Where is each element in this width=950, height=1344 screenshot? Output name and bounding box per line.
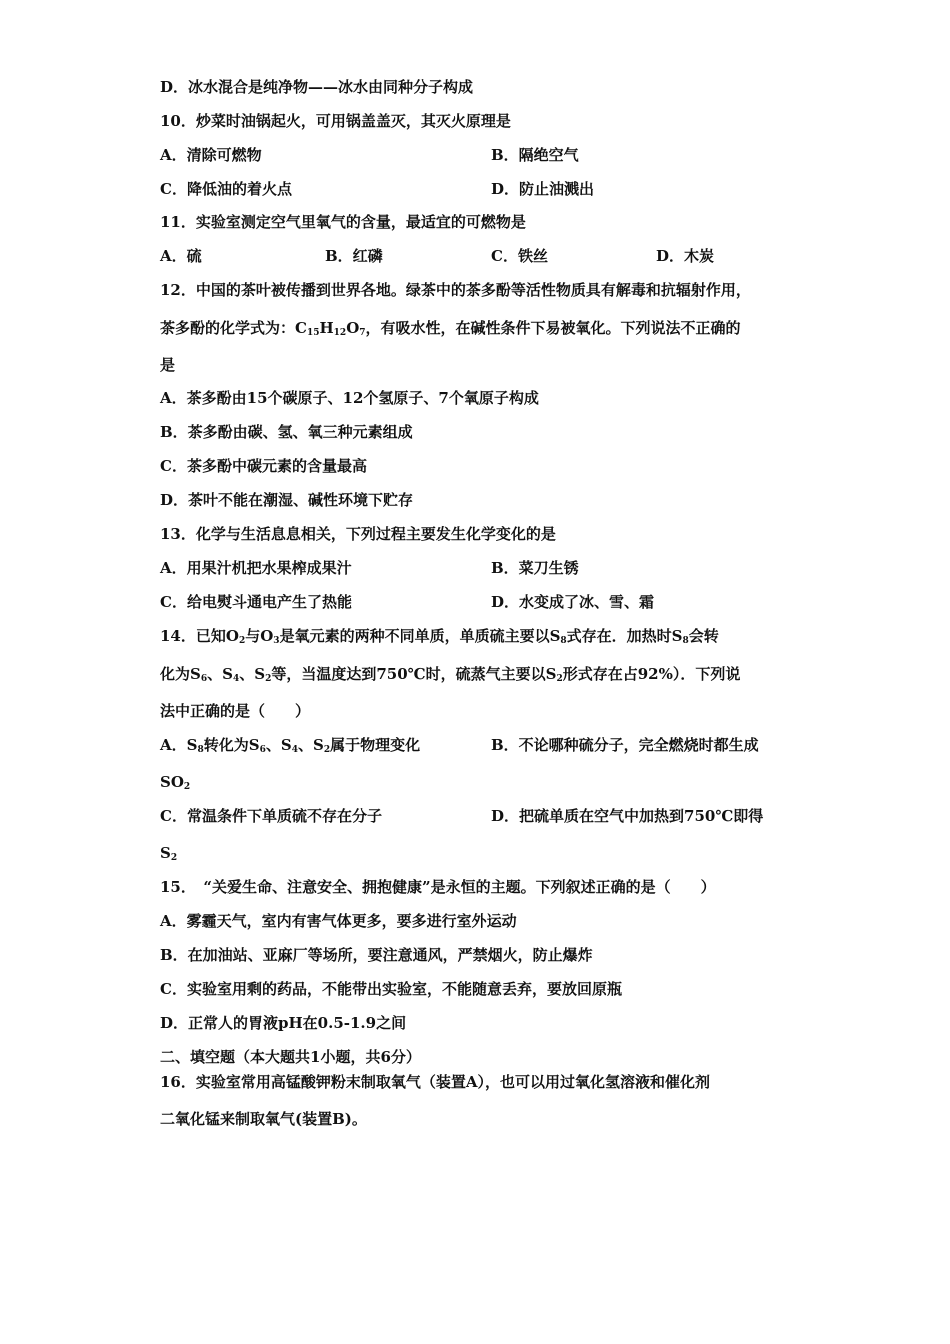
q15-option-d: D．正常人的胃液pH在0.5-1.9之间 [160, 1014, 407, 1032]
q12-option-c: C．茶多酚中碳元素的含量最高 [160, 457, 367, 475]
q14-option-d-wrap: $S_2$ [160, 844, 178, 863]
q16-stem-line2: 二氧化锰来制取氧气(装置B)。 [160, 1110, 367, 1128]
q10-option-b: B．隔绝空气 [491, 146, 579, 164]
q13-option-a: A．用果汁机把水果榨成果汁 [160, 559, 352, 577]
q15-stem: 15． “关爱生命、注意安全、拥抱健康”是永恒的主题。下列叙述正确的是（ ） [160, 878, 716, 896]
q13-option-c: C．给电熨斗通电产生了热能 [160, 593, 352, 611]
q15-option-a: A．雾霾天气，室内有害气体更多，要多进行室外运动 [160, 912, 517, 930]
q14-option-b-wrap: $SO_2$ [160, 773, 191, 792]
q12-option-a: A．茶多酚由15个碳原子、12个氢原子、7个氧原子构成 [160, 389, 539, 407]
q14-option-b: B．不论哪种硫分子，完全燃烧时都生成 [491, 736, 759, 754]
q11-option-b: B．红磷 [325, 247, 383, 265]
q11-option-a: A．硫 [160, 247, 202, 265]
q10-option-a: A．清除可燃物 [160, 146, 262, 164]
q10-stem: 10．炒菜时油锅起火，可用锅盖盖灭，其灭火原理是 [160, 112, 511, 130]
q14-stem-line2: 化为$S_6$、$S_4$、$S_2$等，当温度达到750℃时，硫蒸气主要以$S_2$形式存在占92%）．下列说 [160, 665, 741, 684]
q13-option-d: D．水变成了冰、雪、霜 [491, 593, 655, 611]
q13-option-b: B．菜刀生锈 [491, 559, 579, 577]
q14-stem-line1: 14．已知$O_2$与$O_3$是氧元素的两种不同单质，单质硫主要以$S_8$式存在．加热时$S_8$会转 [160, 627, 719, 646]
q14-option-d: D．把硫单质在空气中加热到750℃即得 [491, 807, 764, 825]
q12-stem-line3: 是 [160, 356, 176, 374]
q10-option-c: C．降低油的着火点 [160, 180, 292, 198]
q14-stem-line3: 法中正确的是（ ） [160, 702, 311, 720]
q15-option-b: B．在加油站、亚麻厂等场所，要注意通风，严禁烟火，防止爆炸 [160, 946, 593, 964]
q12-stem-line2: 茶多酚的化学式为：$C_{15}H_{12}O_7$，有吸水性，在碱性条件下易被氧化。下列说法不正确的 [160, 319, 741, 338]
q11-stem: 11．实验室测定空气里氧气的含量，最适宜的可燃物是 [160, 213, 526, 231]
q11-option-d: D．木炭 [656, 247, 715, 265]
q14-option-a: A．$S_8$转化为$S_6$、$S_4$、$S_2$属于物理变化 [160, 736, 421, 755]
q12-stem-line1: 12．中国的茶叶被传播到世界各地。绿茶中的茶多酚等活性物质具有解毒和抗辐射作用， [160, 281, 751, 299]
q12-option-d: D．茶叶不能在潮湿、碱性环境下贮存 [160, 491, 414, 509]
q14-option-c: C．常温条件下单质硫不存在分子 [160, 807, 382, 825]
q9-option-d: D．冰水混合是纯净物——冰水由同种分子构成 [160, 78, 474, 96]
q13-stem: 13．化学与生活息息相关，下列过程主要发生化学变化的是 [160, 525, 556, 543]
q15-option-c: C．实验室用剩的药品，不能带出实验室，不能随意丢弃，要放回原瓶 [160, 980, 622, 998]
q11-option-c: C．铁丝 [491, 247, 548, 265]
q10-option-d: D．防止油溅出 [491, 180, 595, 198]
section-heading: 二、填空题（本大题共1小题，共6分） [160, 1048, 421, 1066]
q12-option-b: B．茶多酚由碳、氢、氧三种元素组成 [160, 423, 413, 441]
q16-stem-line1: 16．实验室常用高锰酸钾粉末制取氧气（装置A），也可以用过氧化氢溶液和催化剂 [160, 1073, 711, 1091]
